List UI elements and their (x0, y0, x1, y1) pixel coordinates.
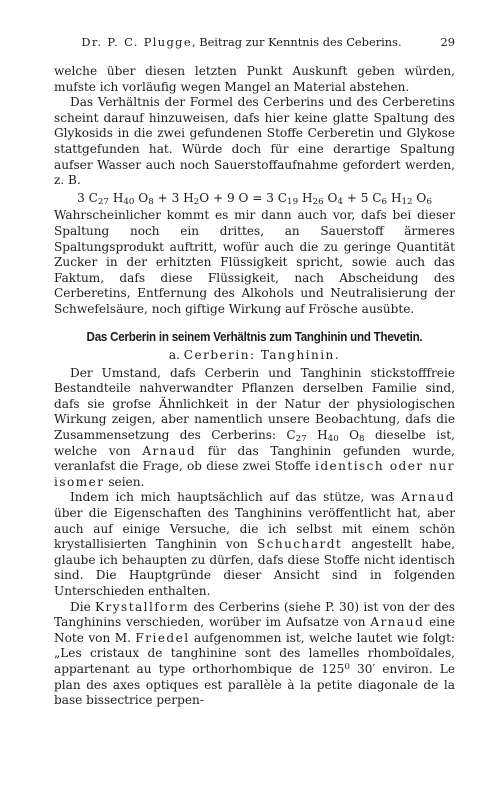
header-title: , Beitrag zur Kenntnis des Ceberins. (191, 35, 402, 49)
author-name-friedel: Friedel (135, 630, 190, 645)
paragraph-3: Wahrscheinlicher kommt es mir dann auch vor, dafs bei dieser Spaltung noch ein drittes, an Sauerstoff ärmeres Spaltungsprodukt auftritt, wofür auch die zu geringe Quantität Zucker in der erhitzten Flüssigkeit spricht, sowie auch das Faktum, dafs diese Flüssigkeit, nach Abscheidung des Cerberetins, Entfernung des Alkohols und Neutralisierung der Schwefelsäure, noch giftige Wirkung auf Frösche ausübte. (54, 208, 455, 316)
subsection-title: Cerberin: Tanghinin. (183, 348, 341, 363)
document-page (54, 34, 455, 709)
author-name-arnaud: Arnaud (401, 490, 455, 505)
paragraph-5: Indem ich mich hauptsächlich auf das stütze, was Arnaud über die Eigenschaften des Tanghinins veröffentlicht hat, aber auch auf einige Versuche, die ich selbst mit einem schön krystallisierten Tanghinin von Schuchardt angestellt habe, glaube ich behaupten zu dürfen, dafs diese Stoffe nicht identisch sind. Die Hauptgründe dieser Ansicht sind in folgenden Unterschieden enthalten. (54, 490, 455, 598)
author-name-schuchardt: Schuchardt (256, 537, 343, 552)
running-title (54, 34, 455, 50)
paragraph-1: welche über diesen letzten Punkt Auskunft geben würden, mufste ich vorläufig wegen Mangel an Material abstehen. (54, 64, 455, 94)
author-name-arnaud: Arnaud (370, 615, 425, 630)
paragraph-4: Der Umstand, dafs Cerberin und Tanghinin stickstofffreie Bestandteile nahverwandter Pflanzen derselben Familie sind, dafs sie grofse Ähnlichkeit in der Natur der physiologischen Wirkung zeigen, aber namentlich unsere Beobachtung, dafs die Zusammensetzung des Cerberins: $C_{27}$ $H_{40}$ $O_8$ dieselbe ist, welche von Arnaud für das Tanghinin gefunden wurde, veranlafst die Frage, ob diese zwei Stoffe identisch oder nur isomer seien. (54, 365, 455, 489)
emphasis-identisch: identisch oder nur isomer (54, 459, 455, 489)
running-head (54, 34, 455, 50)
chemical-equation: 3 $C_{27}$ $H_{40}$ $O_8 + 3$ $H_2O + 9$ O = 3 $C_{19}$ $H_{26}$ $O_4 + 5$ $C_6$ $H_{12}$ $O_6$ (77, 190, 432, 207)
section-heading: Das Cerberin in seinem Verhältnis zum Tanghinin und Thevetin. (86, 329, 423, 344)
page-number: 29 (440, 35, 455, 49)
author-name-arnaud: Arnaud (142, 443, 197, 458)
subsection-prefix: a. (168, 348, 184, 363)
header-author: Dr. P. C. Plugge (81, 35, 192, 49)
emphasis-krystallform: Krystallform (95, 599, 190, 614)
paragraph-6: Die Krystallform des Cerberins (siehe P. 30) ist von der des Tanghinins verschieden, worüber im Aufsatze von Arnaud eine Note von M. Friedel aufgenommen ist, welche lautet wie folgt: „Les cristaux de tanghinine sont des lamelles rhomboïdales, appartenant au type orthorhombique de $125^0$ 30′ environ. Le plan des axes optiques est parallèle à la petite diagonale de la base bissectrice perpen- (54, 599, 455, 708)
subsection-heading (54, 348, 455, 364)
paragraph-2: Das Verhältnis der Formel des Cerberins und des Cerberetins scheint darauf hinzuweisen, dafs hier keine glatte Spaltung des Glykosids in die zwei gefundenen Stoffe Cerberetin und Glykose stattgefunden hat. Würde doch für eine derartige Spaltung aufser Wasser auch noch Sauerstoffaufnahme gefordert werden, z. B. (54, 95, 455, 188)
